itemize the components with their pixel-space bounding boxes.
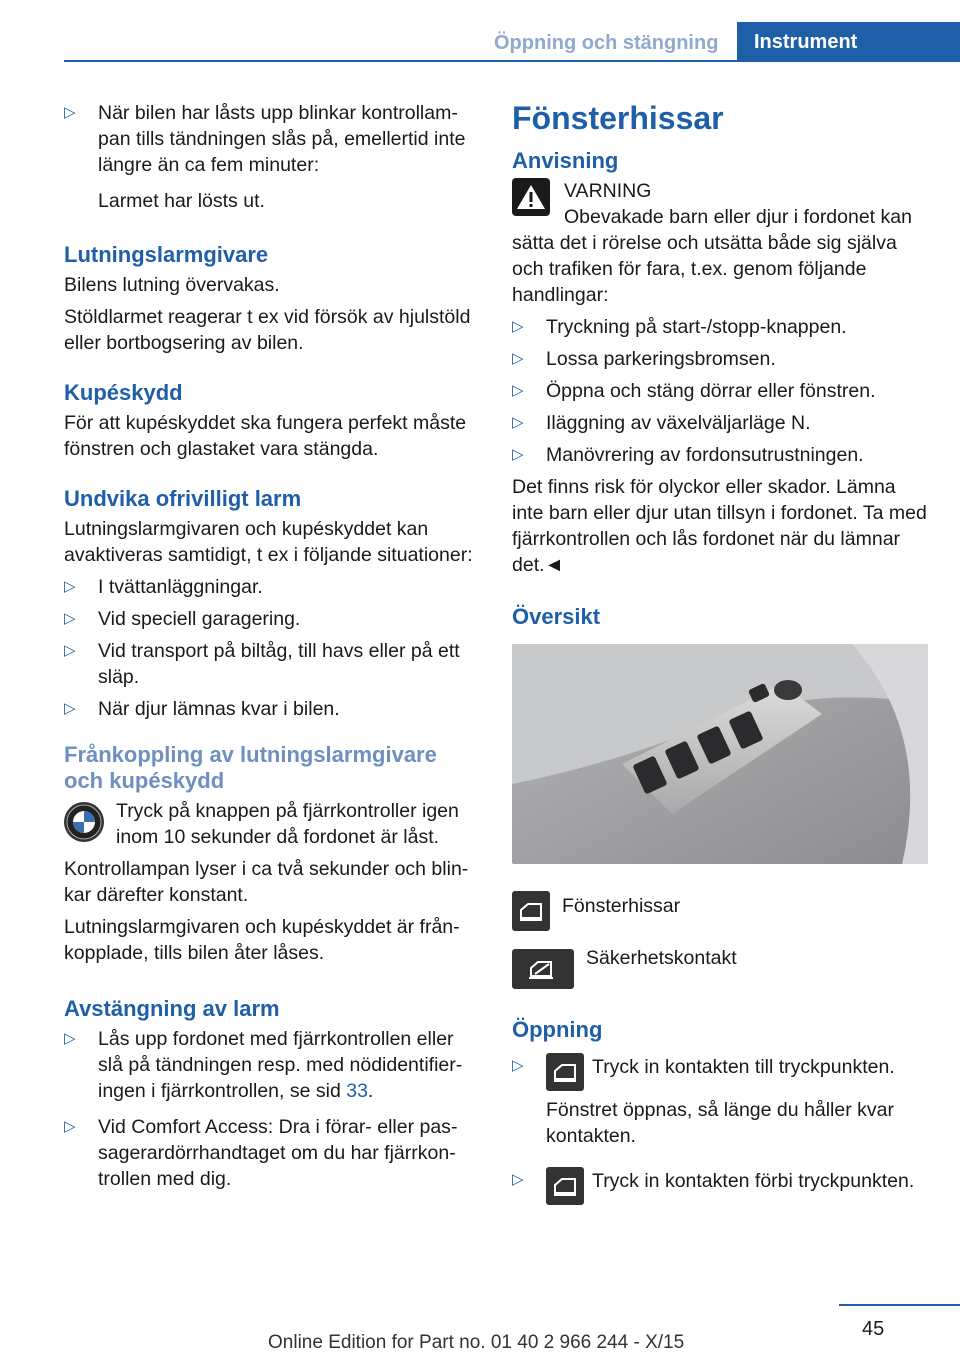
legend-label: Säkerhetskontakt [586,947,737,969]
warning-list [512,314,932,468]
legend-label: Fönsterhissar [562,895,681,917]
heading-anvisning: Anvisning [512,148,619,173]
heading-lutningslarmgivare: Lutningslarmgivare [64,242,269,267]
door-panel-photo [512,644,928,864]
window-switch-icon [546,1053,584,1091]
paragraph: Tryck på knappen på fjärrkontroller igen inom 10 sekunder då fordonet är låst. [116,800,459,848]
paragraph: Lutningslarmgivaren och kupéskyddet kan avaktiveras samtidigt, t ex i följande situationer: [64,518,473,566]
list-item-sub: Larmet har lösts ut. [98,190,265,212]
left-column [64,100,482,1198]
heading-frankoppling: Frånkoppling av lutningslarmgivare och kupéskydd [64,742,437,793]
avstangning-list [64,1026,482,1192]
header-section-title: Öppning och stängning [494,32,719,54]
paragraph: Kontrollampan lyser i ca två sekunder och blinkar därefter konstant. [64,858,469,906]
list-item: ▷ Tryck in kontakten förbi tryckpunkten. [512,1167,932,1205]
list-item: ▷ Vid speciell garagering. [64,606,482,632]
page-link[interactable]: 33 [346,1080,368,1102]
oppning-list [512,1053,932,1205]
safety-switch-icon [512,949,574,989]
paragraph: Stöldlarmet reagerar t ex vid försök av hjulstöld eller bortbogsering av bilen. [64,306,471,354]
heading-oversikt: Översikt [512,604,601,629]
list-item: ▷ När djur lämnas kvar i bilen. [64,696,482,722]
undvika-list [64,574,482,722]
list-item: ▷ Tryckning på start-/stopp-knappen. [512,314,932,340]
paragraph: Det finns risk för olyckor eller skador. Lämna inte barn eller djur utan tillsyn i fordonet. Ta med fjärrkontrollen och lås fordonet när du lämnar det.◄ [512,476,927,576]
page-header [0,0,960,62]
heading-oppning: Öppning [512,1017,603,1042]
bmw-instruction [64,798,482,850]
list-item: ▷ När bilen har låsts upp blinkar kontrollampan tills tändningen slås på, emellertid inte längre än ca fem minuter: Larmet har lösts ut. [64,100,482,214]
list-item: ▷ Manövrering av fordonsutrustningen. [512,442,932,468]
heading-undvika: Undvika ofrivilligt larm [64,486,302,511]
paragraph: Bilens lutning övervakas. [64,274,280,296]
list-item: ▷ Tryck in kontakten till tryckpunkten. Fönstret öppnas, så länge du håller kvar kontakten. [512,1053,932,1149]
paragraph: Obevakade barn eller djur i fordonet kan sätta det i rörelse och utsätta både sig själva och trafiken för fara, t.ex. genom följande handlingar: [512,206,912,306]
legend-row [512,891,932,931]
list-item: ▷ Iläggning av växelväljarläge N. [512,410,932,436]
list-item: ▷ Vid transport på biltåg, till havs eller på ett släp. [64,638,482,690]
bmw-logo-icon [64,802,104,842]
warning-label: VARNING [564,180,652,202]
heading-avstangning: Avstängning av larm [64,996,280,1021]
page-number: 45 [862,1318,885,1340]
legend-row [512,949,932,989]
list-item: ▷ Öppna och stäng dörrar eller fönstren. [512,378,932,404]
footer-rule [839,1304,960,1306]
window-switch-icon [512,891,550,931]
intro-list [64,100,482,214]
paragraph: Lutningslarmgivaren och kupéskyddet är frånkopplade, tills bilen åter låses. [64,916,460,964]
list-item-sub: Fönstret öppnas, så länge du håller kvar kontakten. [546,1099,894,1147]
heading-kupeskydd: Kupéskydd [64,380,183,405]
heading-fonsterhissar: Fönsterhissar [512,100,724,136]
window-switch-icon [546,1167,584,1205]
warning-triangle-icon [512,178,550,216]
list-item: ▷ I tvättanläggningar. [64,574,482,600]
paragraph: För att kupéskyddet ska fungera perfekt måste fönstren och glastaket vara stängda. [64,412,467,460]
list-item: ▷ Lås upp fordonet med fjärrkontrollen eller slå på tändningen resp. med nödidentifieringen i fjärrkontrollen, se sid 33. [64,1026,482,1104]
right-column [512,98,932,1211]
list-item: ▷ Vid Comfort Access: Dra i förar- eller passagerardörrhandtaget om du har fjärrkontrollen med dig. [64,1114,482,1192]
header-chapter-tab: Instrument [737,22,960,62]
list-item: ▷ Lossa parkeringsbromsen. [512,346,932,372]
footer-edition: Online Edition for Part no. 01 40 2 966 244 - X/15 [268,1332,685,1353]
header-rule [64,60,737,62]
